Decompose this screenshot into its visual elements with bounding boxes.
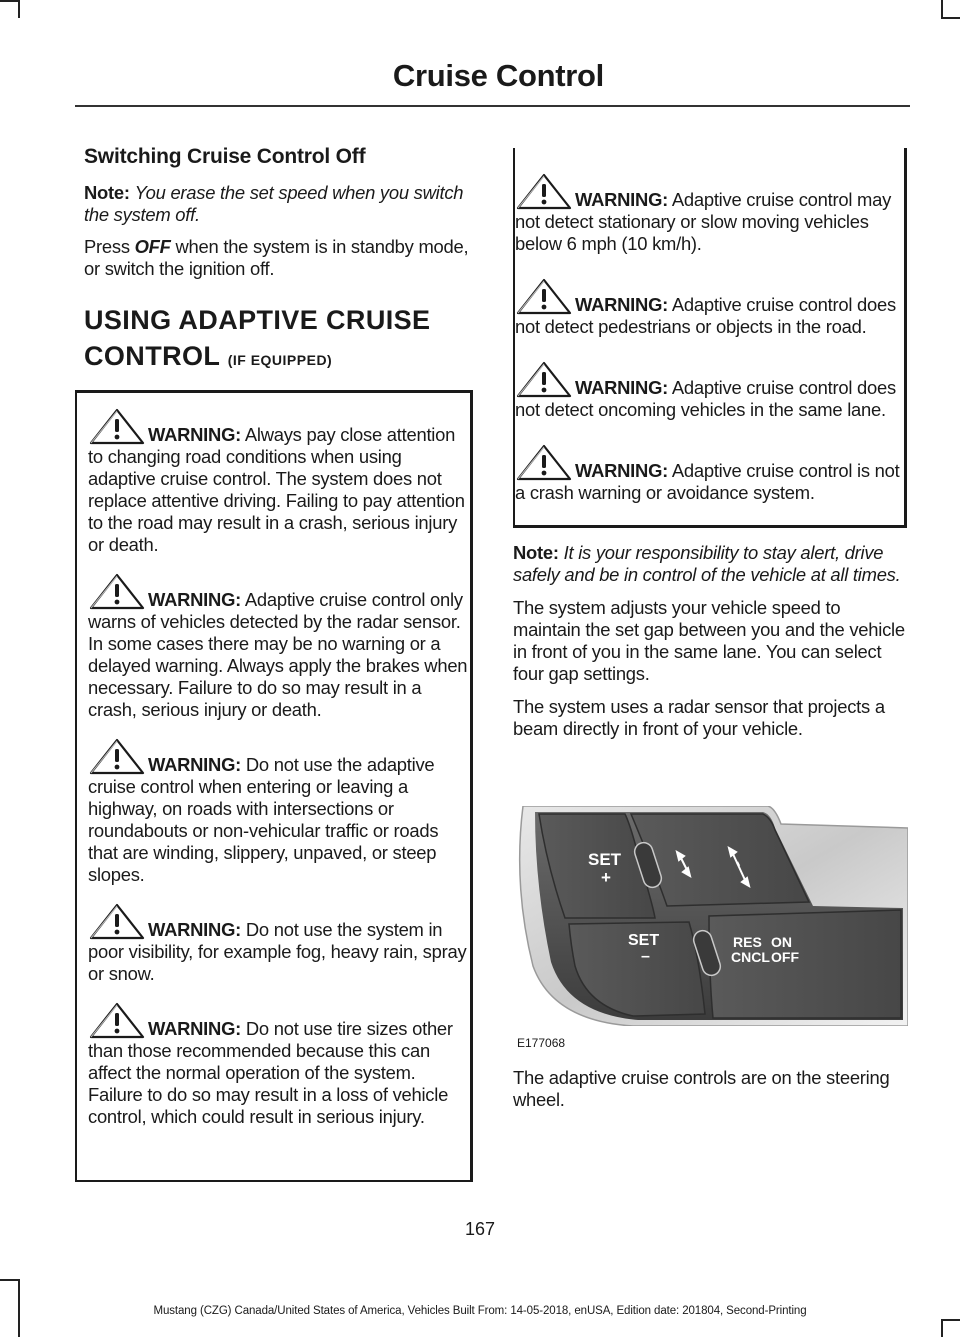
press-off-paragraph (84, 236, 469, 280)
page-number: 167 (464, 1219, 496, 1239)
crop-mark (0, 0, 18, 2)
warning-item (515, 277, 901, 338)
warning-box-left (75, 390, 473, 1182)
crop-mark (941, 17, 960, 19)
note-paragraph-right (513, 542, 907, 586)
gap-paragraph: The system adjusts your vehicle speed to maintain the set gap between you and the vehicle in front of you in the same lane. You can select four gap settings. (513, 597, 905, 684)
warning-label: WARNING: (575, 189, 669, 210)
warning-item (88, 902, 469, 985)
steering-controls-drawing (513, 806, 908, 1026)
note-text-right: It is your responsibility to stay alert, drive safely and be in control of the vehicle at all times. (513, 542, 901, 585)
warning-body: Do not use the adaptive cruise control when entering or leaving a highway, on roads with intersections or roundabouts or non-vehicular traffic or roads that are winding, slippery, unpaved, or steep slopes. (88, 754, 439, 885)
note-text: You erase the set speed when you switch the system off. (84, 182, 464, 225)
warning-triangle-icon (515, 172, 573, 210)
warning-item (515, 443, 901, 504)
crop-mark (18, 0, 20, 18)
warning-triangle-icon (88, 1001, 146, 1039)
note-paragraph (84, 182, 469, 226)
warning-item (515, 360, 901, 421)
image-code: E177068 (517, 1036, 566, 1050)
warning-triangle-icon (88, 407, 146, 445)
on-label: ON (771, 934, 792, 950)
warning-body: Adaptive cruise control does not detect oncoming vehicles in the same lane. (515, 377, 896, 420)
heading-line-2 (84, 338, 469, 378)
heading-control: CONTROL (84, 341, 220, 371)
warning-label: WARNING: (575, 377, 669, 398)
heading-line-1: USING ADAPTIVE CRUISE (84, 305, 431, 335)
warning-body: Adaptive cruise control only warns of vehicles detected by the radar sensor. In some cases there may be no warning or a delayed warning. Always apply the brakes when necessary. Failure to do so may result in a crash, serious injury or death. (88, 589, 468, 720)
radar-paragraph: The system uses a radar sensor that projects a beam directly in front of your vehicle. (513, 696, 885, 739)
warning-item (515, 172, 901, 255)
warning-triangle-icon (88, 902, 146, 940)
warning-triangle-icon (88, 737, 146, 775)
warning-triangle-icon (88, 572, 146, 610)
warning-body: Adaptive cruise control does not detect pedestrians or objects in the road. (515, 294, 896, 337)
crop-mark (0, 1279, 18, 1281)
plus-label: + (601, 868, 611, 887)
left-column (84, 145, 469, 378)
warning-item (88, 1001, 469, 1128)
warning-body: Do not use the system in poor visibility, for example fog, heavy rain, spray or snow. (88, 919, 467, 984)
warning-label: WARNING: (148, 589, 242, 610)
press-prefix: Press (84, 236, 135, 257)
warning-triangle-icon (515, 360, 573, 398)
warning-body: Do not use tire sizes other than those recommended because this can affect the normal operation of the system. Failure to do so may result in a loss of vehicle control, which could result in serious injury. (88, 1018, 453, 1127)
section-title: Switching Cruise Control Off (84, 145, 366, 168)
warning-label: WARNING: (148, 424, 242, 445)
off-label: OFF (771, 949, 799, 965)
off-key: OFF (134, 236, 171, 257)
crop-mark (941, 1319, 960, 1321)
crop-mark (941, 1319, 943, 1337)
crop-mark (941, 0, 943, 18)
warning-item (88, 737, 469, 886)
cruise-controls-illustration (513, 806, 908, 1026)
warning-label: WARNING: (148, 754, 242, 775)
image-caption: The adaptive cruise controls are on the steering wheel. (513, 1067, 890, 1110)
warning-label: WARNING: (148, 919, 242, 940)
warning-body: Always pay close attention to changing road conditions when using adaptive cruise control. The system does not replace attentive driving. Failing to pay attention to the road may result in a crash, serious injury or death. (88, 424, 465, 555)
warning-triangle-icon (515, 443, 573, 481)
note-label-right: Note: (513, 542, 559, 563)
cncl-label: CNCL (731, 949, 770, 965)
res-label: RES (733, 934, 762, 950)
set-minus-label: SET (628, 932, 660, 949)
warning-body: Adaptive cruise control may not detect stationary or slow moving vehicles below 6 mph (10 km/h). (515, 189, 892, 254)
note-label: Note: (84, 182, 130, 203)
page-title: Cruise Control (392, 58, 604, 93)
heading-if-equipped: (IF EQUIPPED) (227, 352, 333, 368)
warning-item (88, 407, 469, 556)
minus-label: – (641, 948, 650, 965)
warning-body: Adaptive cruise control is not a crash warning or avoidance system. (515, 460, 900, 503)
warning-box-right (513, 148, 907, 528)
warning-item (88, 572, 469, 721)
press-suffix: when the system is in standby mode, or switch the ignition off. (84, 236, 469, 279)
footer-text: Mustang (CZG) Canada/United States of America, Vehicles Built From: 14-05-2018, enUSA, Edition date: 201804, Second-Printing (153, 1305, 807, 1317)
header-divider (75, 105, 910, 107)
warning-label: WARNING: (148, 1018, 242, 1039)
caption-block (513, 1067, 907, 1111)
warning-label: WARNING: (575, 460, 669, 481)
warning-triangle-icon (515, 277, 573, 315)
right-text-block (513, 542, 907, 740)
set-plus-label: SET (588, 850, 622, 869)
section-heading (84, 302, 469, 378)
warning-label: WARNING: (575, 294, 669, 315)
